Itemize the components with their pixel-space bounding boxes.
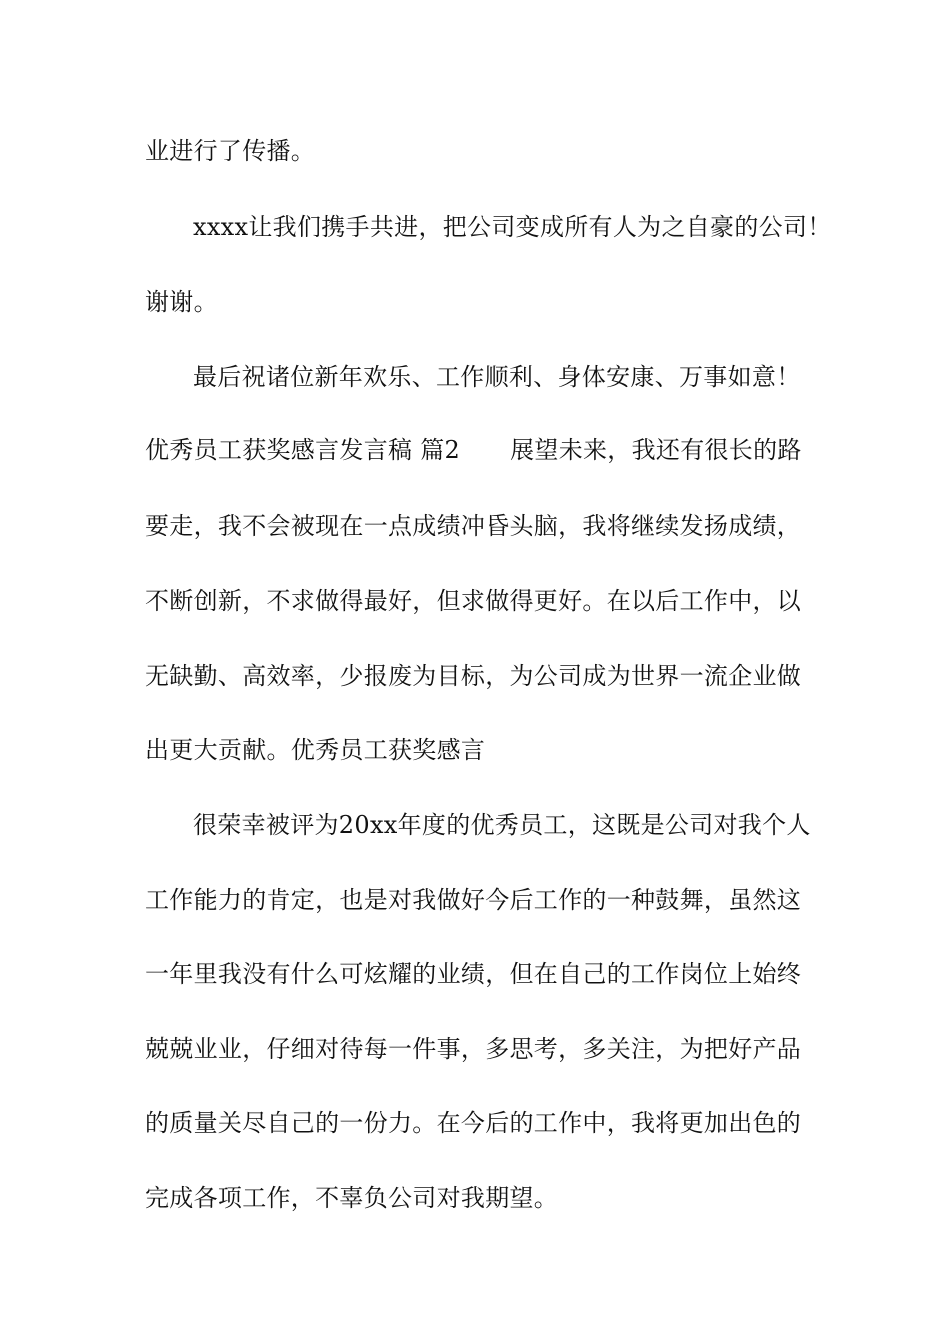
section-heading-line xyxy=(145,435,802,465)
paragraph-line: 一年里我没有什么可炫耀的业绩，但在自己的工作岗位上始终 xyxy=(145,960,802,988)
paragraph-line: 的质量关尽自己的一份力。在今后的工作中，我将更加出色的 xyxy=(145,1109,802,1137)
paragraph-line: 完成各项工作，不辜负公司对我期望。 xyxy=(145,1184,559,1212)
paragraph-line: 要走，我不会被现在一点成绩冲昏头脑，我将继续发扬成绩， xyxy=(145,512,802,540)
paragraph-text: 展望未来，我还有很长的路 xyxy=(510,436,802,464)
paragraph-line: 不断创新，不求做得最好，但求做得更好。在以后工作中，以 xyxy=(145,587,802,615)
section-title: 优秀员工获奖感言发言稿 篇2 xyxy=(145,436,461,464)
paragraph-line: 很荣幸被评为20xx年度的优秀员工，这既是公司对我个人 xyxy=(193,811,811,839)
paragraph-line: 谢谢。 xyxy=(145,288,218,316)
paragraph-line: 兢兢业业，仔细对待每一件事，多思考，多关注，为把好产品 xyxy=(145,1035,802,1063)
paragraph-line: 业进行了传播。 xyxy=(145,137,316,165)
paragraph-line: 无缺勤、高效率，少报废为目标，为公司成为世界一流企业做 xyxy=(145,662,802,690)
paragraph-line: xxxx让我们携手共进，把公司变成所有人为之自豪的公司！ xyxy=(193,213,832,241)
paragraph-line: 最后祝诸位新年欢乐、工作顺利、身体安康、万事如意！ xyxy=(193,363,801,391)
paragraph-line: 工作能力的肯定，也是对我做好今后工作的一种鼓舞，虽然这 xyxy=(145,886,802,914)
paragraph-line: 出更大贡献。优秀员工获奖感言 xyxy=(145,736,486,764)
